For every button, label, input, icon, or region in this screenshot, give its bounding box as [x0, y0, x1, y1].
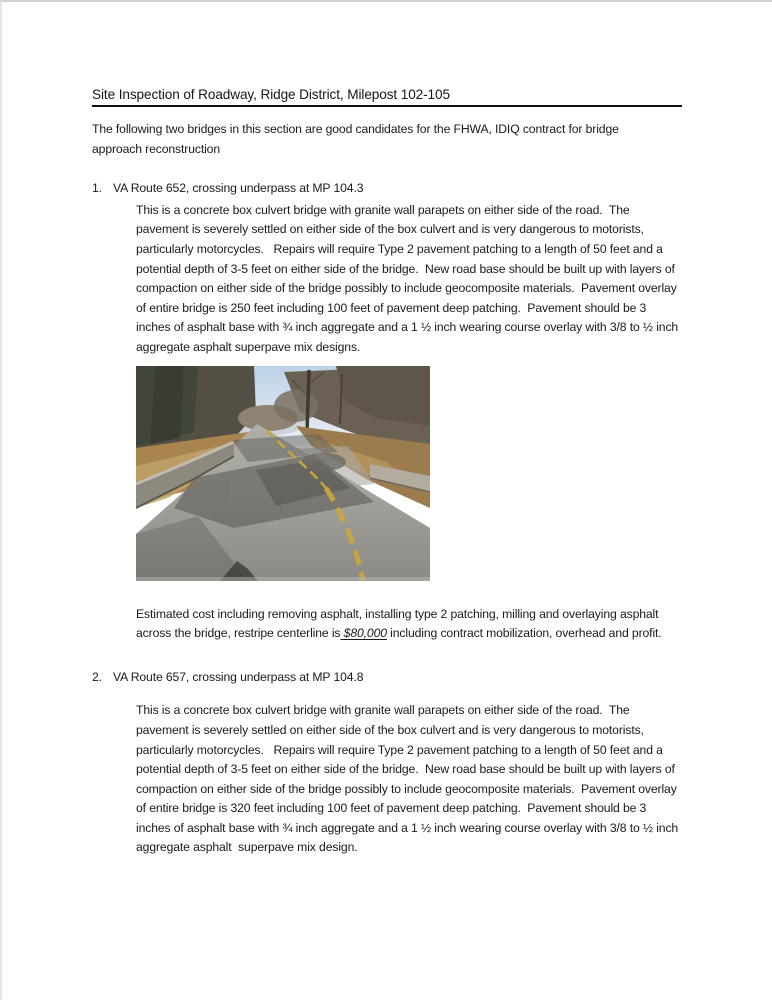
road-photo	[136, 366, 430, 581]
document-content	[92, 2, 682, 858]
road-photo-illustration	[136, 366, 430, 581]
item-1-body-paragraph: This is a concrete box culvert bridge with granite wall parapets on either side of the road. The pavement is severely settled on either side of the box culvert and is very dangerous to motorists, particularly motorcycles. Repairs will require Type 2 pavement patching to a length of 50 feet and a potential depth of 3-5 feet on either side of the bridge. New road base should be built up with layers of compaction on either side of the bridge possibly to include geocomposite materials. Pavement overlay of entire bridge is 250 feet including 100 feet of pavement deep patching. Pavement should be 3 inches of asphalt base with ¾ inch aggregate and a 1 ½ inch wearing course overlay with 3/8 to ½ inch aggregate asphalt superpave mix designs.	[136, 202, 682, 354]
document-title: Site Inspection of Roadway, Ridge District, Milepost 102-105	[92, 86, 682, 107]
item-2-number: 2.	[92, 669, 102, 684]
item-1-title: VA Route 652, crossing underpass at MP 104.3	[113, 181, 364, 196]
cost-text-after: including contract mobilization, overhead and profit.	[386, 626, 662, 641]
intro-paragraph: The following two bridges in this section are good candidates for the FHWA, IDIQ contract for bridge approach reconstruction	[92, 122, 623, 156]
cost-text-before: Estimated cost including removing asphalt, installing type 2 patching, milling and overlaying asphalt across the bridge, restripe centerline is	[136, 606, 662, 641]
numbered-item-2-heading	[92, 668, 682, 688]
numbered-item-1-heading	[92, 179, 682, 199]
item-2-body-paragraph: This is a concrete box culvert bridge with granite wall parapets on either side of the road. The pavement is severely settled on either side of the box culvert and is very dangerous to motorists, particularly motorcycles. Repairs will require Type 2 pavement patching to a length of 50 feet and a potential depth of 3-5 feet on either side of the bridge. New road base should be built up with layers of compaction on either side of the bridge possibly to include geocomposite materials. Pavement overlay of entire bridge is 320 feet including 100 feet of pavement deep patching. Pavement should be 3 inches of asphalt base with ¾ inch aggregate and a 1 ½ inch wearing course overlay with 3/8 to ½ inch aggregate asphalt superpave mix design.	[136, 703, 682, 855]
item-1-number: 1.	[92, 181, 102, 196]
cost-amount: $80,000	[340, 626, 387, 641]
item-1-cost-paragraph	[136, 605, 682, 644]
item-2-title: VA Route 657, crossing underpass at MP 104.8	[113, 669, 364, 684]
